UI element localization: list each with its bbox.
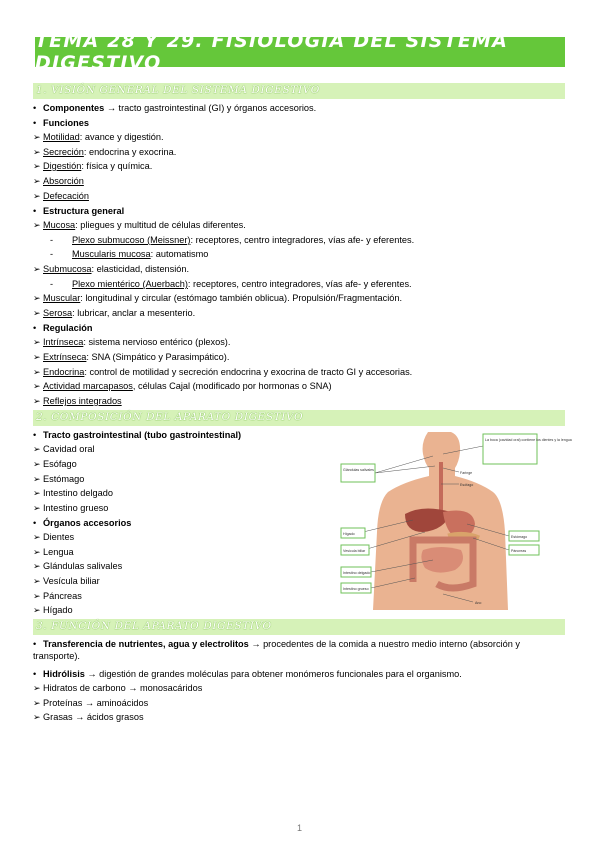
diagram-label-esofago: Esófago [460, 483, 474, 487]
list-item: ➢ Digestión: física y química. [33, 161, 153, 171]
list-item: ➢ Lengua [33, 547, 74, 557]
list-item: ➢ Serosa: lubricar, anclar a mesenterio. [33, 308, 196, 318]
section-heading-1 [33, 83, 565, 99]
list-item: ➢ Hidratos de carbono → monosacáridos [33, 683, 203, 693]
diagram-label-estomago: Estómago [511, 535, 528, 539]
section-heading-text: 1. VISIÓN GENERAL DEL SISTEMA DIGESTIVO [36, 84, 320, 96]
list-item: ➢ Mucosa: pliegues y multitud de células diferentes. [33, 220, 246, 230]
list-item: ➢ Proteínas → aminoácidos [33, 698, 149, 708]
page-title: TEMA 28 Y 29. FISIOLOGÍA DEL SISTEMA DIGESTIVO [35, 30, 509, 74]
list-item: ➢ Absorción [33, 176, 84, 186]
diagram-label-ano: Ano [475, 601, 482, 605]
list-subitem: - Muscularis mucosa: automatismo [50, 249, 209, 259]
list-item: ➢ Glándulas salivales [33, 561, 123, 571]
list-item: ➢ Endocrina: control de motilidad y secreción endocrina y exocrina de tracto GI y accesorias. [33, 367, 413, 377]
list-item: ➢ Muscular: longitudinal y circular (estómago también oblicua). Propulsión/Fragmentación. [33, 293, 403, 303]
diagram-label-pancreas: Páncreas [511, 549, 527, 553]
list-item: • Componentes → tracto gastrointestinal (GI) y órganos accesorios. [33, 103, 317, 113]
list-item: ➢ Intestino grueso [33, 503, 109, 513]
page-number: 1 [296, 823, 302, 833]
list-item: ➢ Vesícula biliar [33, 576, 100, 586]
section-heading-text: 2. COMPOSICIÓN DEL APARATO DIGESTIVO [36, 411, 304, 423]
list-item: ➢ Actividad marcapasos, células Cajal (modificado por hormonas o SNA) [33, 381, 332, 391]
list-item: • Estructura general [33, 206, 125, 216]
list-item: ➢ Secreción: endocrina y exocrina. [33, 147, 177, 157]
list-item: ➢ Hígado [33, 605, 73, 615]
list-item: ➢ Estómago [33, 474, 85, 484]
list-item: ➢ Submucosa: elasticidad, distensión. [33, 264, 190, 274]
list-item: • Funciones [33, 118, 89, 128]
section-heading-2 [33, 410, 565, 426]
list-item: ➢ Páncreas [33, 591, 82, 601]
list-item: • Transferencia de nutrientes, agua y electrolitos → procedentes de la comida a nuestro medio interno (absorción y transporte). [33, 639, 520, 661]
digestive-system-diagram [333, 432, 572, 610]
list-item: • Tracto gastrointestinal (tubo gastrointestinal) [33, 430, 242, 440]
list-item: • Regulación [33, 323, 93, 333]
diagram-label-intestino-grueso: Intestino grueso [343, 587, 369, 591]
diagram-label-vesicula: Vesícula biliar [343, 549, 366, 553]
list-subitem: - Plexo mientérico (Auerbach): receptores, centro integradores, vías afe- y eferentes. [50, 279, 412, 289]
section-heading-text: 3. FUNCIÓN DEL APARATO DIGESTIVO [36, 620, 272, 632]
list-item: ➢ Esófago [33, 459, 77, 469]
list-item: ➢ Intrínseca: sistema nervioso entérico (plexos). [33, 337, 231, 347]
diagram-label-boca: La boca (cavidad oral) contiene los dientes y la lengua [485, 438, 572, 442]
list-item: ➢ Dientes [33, 532, 75, 542]
list-item: • Hidrólisis → digestión de grandes moléculas para obtener monómeros funcionales para el organismo. [33, 669, 462, 679]
diagram-label-glandulas: Glándulas salivales [343, 468, 374, 472]
list-item: ➢ Reflejos integrados [33, 396, 122, 406]
list-item: ➢ Motilidad: avance y digestión. [33, 132, 164, 142]
diagram-label-intestino-delgado: Intestino delgado [343, 571, 371, 575]
list-item: • Órganos accesorios [33, 518, 132, 528]
list-item: ➢ Defecación [33, 191, 89, 201]
list-item: ➢ Cavidad oral [33, 444, 95, 454]
page-title-banner [35, 30, 565, 74]
diagram-label-higado: Hígado [343, 532, 355, 536]
diagram-label-faringe: Faringe [460, 471, 473, 475]
section-heading-3 [33, 619, 565, 635]
list-item: ➢ Grasas → ácidos grasos [33, 712, 144, 722]
list-subitem: - Plexo submucoso (Meissner): receptores, centro integradores, vías afe- y eferentes. [50, 235, 415, 245]
list-item: ➢ Intestino delgado [33, 488, 113, 498]
list-item: ➢ Extrínseca: SNA (Simpático y Parasimpático). [33, 352, 230, 362]
